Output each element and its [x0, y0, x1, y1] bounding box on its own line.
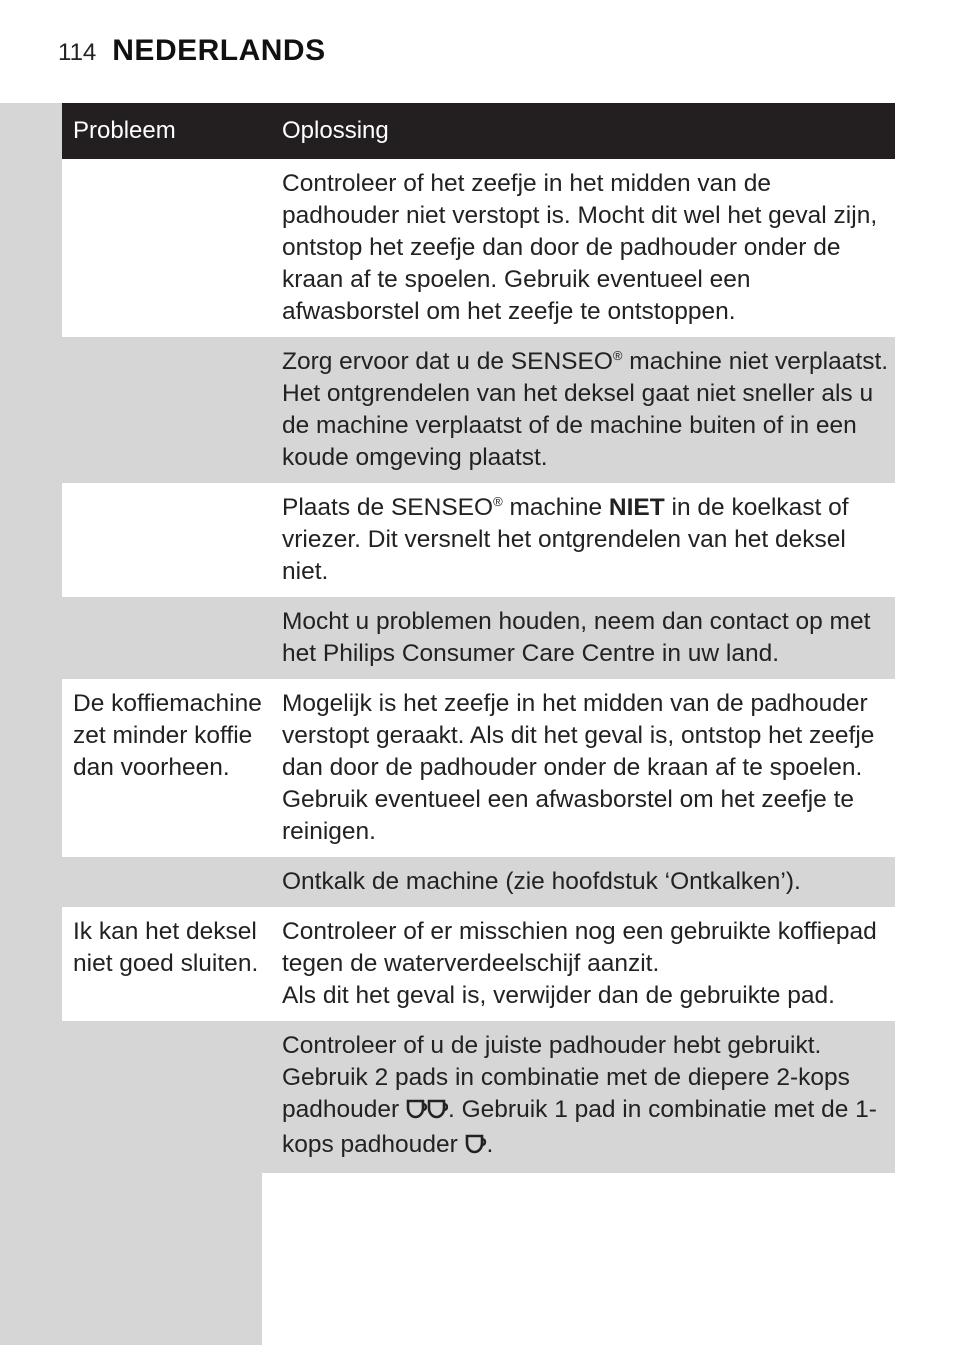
solution-text: Plaats de SENSEO — [282, 494, 494, 521]
table-row — [62, 483, 895, 597]
column-header-solution: Oplossing — [271, 103, 895, 159]
registered-mark: ® — [493, 494, 503, 509]
left-margin-band-lower — [0, 1151, 262, 1345]
problem-cell — [62, 597, 271, 679]
problem-cell — [62, 857, 271, 907]
solution-cell: Mocht u problemen houden, neem dan contact op met het Philips Consumer Care Centre in uw land. — [271, 597, 895, 679]
solution-cell — [271, 483, 895, 597]
solution-cell: Controleer of het zeefje in het midden van de padhouder niet verstopt is. Mocht dit wel het geval zijn, ontstop het zeefje dan door de padhouder onder de kraan af te spoelen. Gebruik eventueel een afwasborstel om het zeefje te ontstoppen. — [282, 170, 878, 325]
solution-text: machine — [502, 494, 609, 521]
problem-cell: Ik kan het deksel niet goed sluiten. — [73, 918, 259, 977]
solution-cell: Mogelijk is het zeefje in het midden van de padhouder verstopt geraakt. Als dit het geval is, ontstop het zeefje dan door de padhouder onder de kraan af te spoelen. Gebruik eventueel een afwasborstel om het zeefje te reinigen. — [282, 690, 875, 845]
page-header — [58, 34, 326, 68]
table-row — [62, 1021, 895, 1173]
problem-cell — [62, 1021, 271, 1173]
solution-cell: Ontkalk de machine (zie hoofdstuk ‘Ontkalken’). — [271, 857, 895, 907]
section-title: NEDERLANDS — [112, 34, 326, 67]
solution-cell — [271, 1021, 895, 1173]
solution-text: Controleer of er misschien nog een gebruikte koffiepad tegen de waterverdeelschijf aanzit. — [282, 918, 877, 977]
solution-text: Zorg ervoor dat u de SENSEO — [282, 348, 613, 375]
one-cup-icon — [465, 1132, 487, 1164]
solution-cell — [271, 907, 895, 1021]
column-header-problem: Probleem — [62, 103, 271, 159]
left-margin-band — [0, 103, 62, 1151]
solution-text: . — [486, 1131, 494, 1158]
table-row — [62, 907, 895, 1021]
solution-text: Als dit het geval is, verwijder dan de gebruikte pad. — [282, 982, 835, 1009]
problem-cell — [62, 159, 271, 337]
problem-cell — [62, 483, 271, 597]
emphasis-not: NIET — [608, 494, 665, 521]
solution-text: . Gebruik 1 pad in combinatie met de 1-kops padhouder — [282, 1096, 877, 1158]
two-cup-icon — [406, 1097, 448, 1129]
problem-cell: De koffiemachine zet minder koffie dan voorheen. — [73, 690, 262, 781]
solution-text: Controleer of u de juiste padhouder hebt gebruikt. Gebruik 2 pads in combinatie met de diepere 2-kops padhouder — [282, 1032, 850, 1123]
registered-mark: ® — [612, 348, 623, 363]
solution-text: in de koelkast of vriezer. Dit versnelt het ontgrendelen van het deksel niet. — [282, 494, 849, 585]
table-row — [62, 679, 895, 857]
solution-cell — [271, 337, 895, 483]
table-row — [62, 597, 895, 679]
troubleshooting-table — [62, 103, 895, 1173]
table-row — [62, 159, 895, 337]
solution-text: machine niet verplaatst. Het ontgrendelen van het deksel gaat niet sneller als u de machine verplaatst of de machine buiten of in een koude omgeving plaatst. — [282, 348, 889, 471]
table-row — [62, 337, 895, 483]
table-row — [62, 857, 895, 907]
page-number: 114 — [58, 39, 97, 66]
problem-cell — [62, 337, 271, 483]
table-header-row — [62, 103, 895, 159]
